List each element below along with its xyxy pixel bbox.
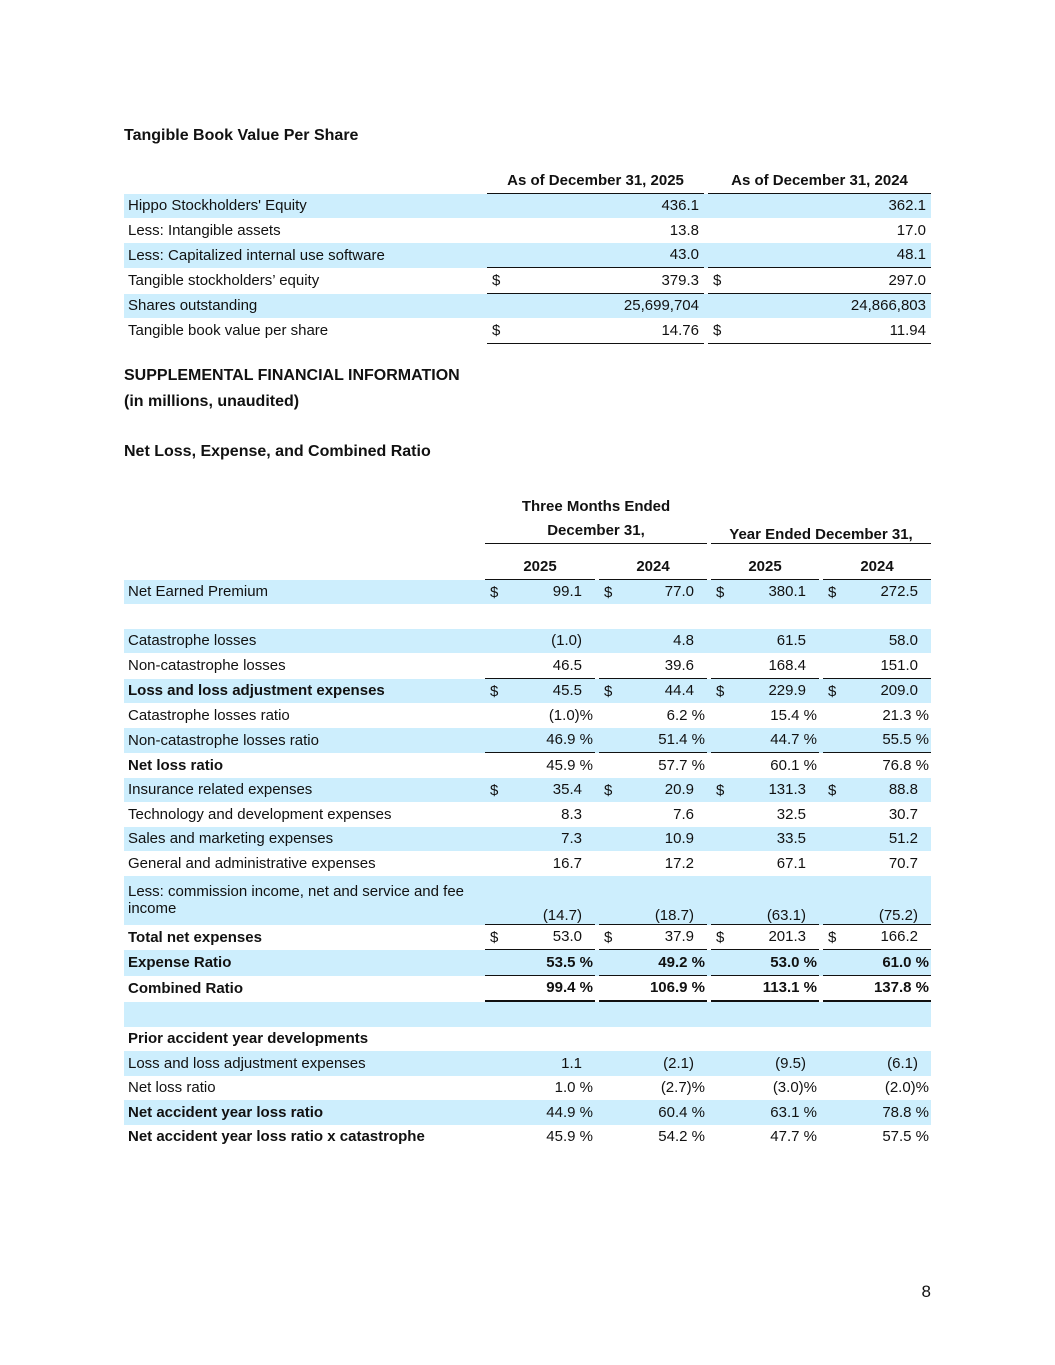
cell-value: 45.5 bbox=[552, 682, 582, 700]
group-header: Year Ended December 31, bbox=[711, 495, 931, 544]
cell-value: (1.0) bbox=[551, 632, 582, 650]
currency-symbol: $ bbox=[716, 583, 725, 601]
value-cell bbox=[823, 604, 931, 629]
cell-value: 7.3 bbox=[561, 830, 582, 848]
cell-value: 61.0 % bbox=[882, 953, 930, 971]
cell-value: 37.9 bbox=[664, 928, 694, 946]
group-header: Three Months Ended December 31, bbox=[485, 495, 707, 544]
row-label: Combined Ratio bbox=[128, 980, 243, 998]
currency-symbol: $ bbox=[490, 928, 499, 946]
cell-value: 362.1 bbox=[888, 197, 926, 215]
cell-value: 78.8 % bbox=[882, 1103, 930, 1121]
cell-value: (75.2) bbox=[878, 906, 919, 924]
value-cell bbox=[485, 753, 595, 778]
table-row bbox=[124, 950, 931, 976]
value-cell bbox=[599, 802, 707, 827]
year-header: 2025 bbox=[485, 554, 595, 580]
cell-value: 99.4 % bbox=[546, 979, 593, 997]
value-cell bbox=[708, 318, 931, 344]
value-cell bbox=[711, 950, 819, 976]
table-row bbox=[124, 976, 931, 1003]
table-row bbox=[124, 925, 931, 951]
currency-symbol: $ bbox=[713, 272, 722, 289]
cell-value: 76.8 % bbox=[882, 756, 930, 774]
value-cell bbox=[708, 294, 931, 319]
cell-value: 24,866,803 bbox=[850, 297, 926, 315]
value-cell bbox=[485, 925, 595, 951]
value-cell bbox=[708, 268, 931, 294]
row-label: Less: commission income, net and service and fee income bbox=[124, 876, 485, 925]
net-loss-table bbox=[124, 495, 931, 1149]
cell-value: 44.4 bbox=[664, 682, 694, 700]
value-cell bbox=[485, 1125, 595, 1150]
value-cell bbox=[599, 851, 707, 876]
cell-value: 53.5 % bbox=[546, 953, 593, 971]
tbv-title: Tangible Book Value Per Share bbox=[124, 127, 359, 144]
row-label: Net accident year loss ratio bbox=[124, 1100, 485, 1125]
cell-value: 14.76 bbox=[661, 321, 699, 339]
supp-subtitle: (in millions, unaudited) bbox=[124, 393, 300, 410]
currency-symbol: $ bbox=[490, 583, 499, 601]
col-header: As of December 31, 2025 bbox=[487, 168, 704, 194]
value-cell bbox=[485, 703, 595, 728]
value-cell bbox=[708, 243, 931, 269]
value-cell bbox=[599, 1051, 707, 1076]
cell-value: 10.9 bbox=[664, 830, 694, 848]
value-cell bbox=[485, 604, 595, 629]
cell-value: 137.8 % bbox=[873, 979, 930, 997]
value-cell bbox=[485, 728, 595, 754]
value-cell bbox=[823, 753, 931, 778]
value-cell bbox=[599, 876, 707, 925]
value-cell bbox=[711, 1100, 819, 1125]
value-cell bbox=[599, 778, 707, 803]
cell-value: (1.0)% bbox=[548, 706, 593, 724]
currency-symbol: $ bbox=[604, 682, 613, 700]
value-cell bbox=[823, 679, 931, 704]
row-label: Loss and loss adjustment expenses bbox=[124, 1051, 485, 1076]
value-cell bbox=[599, 827, 707, 852]
currency-symbol: $ bbox=[828, 583, 837, 601]
value-cell bbox=[711, 679, 819, 704]
cell-value: (2.1) bbox=[663, 1054, 694, 1072]
value-cell bbox=[823, 728, 931, 754]
cell-value: 297.0 bbox=[888, 271, 926, 289]
cell-value: 46.9 % bbox=[546, 731, 593, 749]
row-label: Non-catastrophe losses bbox=[128, 657, 286, 675]
value-cell bbox=[708, 194, 931, 219]
value-cell bbox=[487, 294, 704, 319]
value-cell bbox=[823, 976, 931, 1003]
value-cell bbox=[711, 604, 819, 629]
cell-value: 58.0 bbox=[888, 632, 919, 650]
value-cell bbox=[599, 703, 707, 728]
cell-value: (2.7)% bbox=[660, 1079, 705, 1097]
cell-value: 1.1 bbox=[561, 1054, 582, 1072]
cell-value: 7.6 bbox=[673, 805, 694, 823]
row-label: Net loss ratio bbox=[128, 756, 224, 774]
cell-value: 1.0 % bbox=[554, 1079, 593, 1097]
cell-value: 39.6 bbox=[664, 656, 694, 674]
currency-symbol: $ bbox=[716, 928, 725, 946]
cell-value: 11.94 bbox=[889, 321, 926, 339]
currency-symbol: $ bbox=[492, 322, 501, 339]
cell-value: 17.0 bbox=[896, 221, 926, 239]
row-label bbox=[124, 1002, 485, 1027]
currency-symbol: $ bbox=[828, 928, 837, 946]
value-cell bbox=[711, 778, 819, 803]
row-label: Catastrophe losses ratio bbox=[128, 706, 290, 724]
value-cell bbox=[599, 1002, 707, 1027]
cell-value: 380.1 bbox=[768, 583, 806, 601]
value-cell bbox=[599, 728, 707, 754]
value-cell bbox=[599, 950, 707, 976]
value-cell bbox=[823, 629, 931, 654]
value-cell bbox=[485, 876, 595, 925]
cell-value: 21.3 % bbox=[882, 706, 930, 724]
table-row bbox=[124, 851, 931, 876]
table-row bbox=[124, 876, 931, 925]
cell-value: (18.7) bbox=[654, 906, 694, 924]
cell-value: 272.5 bbox=[880, 583, 919, 601]
value-cell bbox=[823, 1100, 931, 1125]
cell-value: 32.5 bbox=[776, 805, 806, 823]
cell-value: 201.3 bbox=[768, 928, 806, 946]
value-cell bbox=[711, 827, 819, 852]
table-row bbox=[124, 268, 931, 294]
currency-symbol: $ bbox=[492, 272, 501, 289]
value-cell bbox=[599, 679, 707, 704]
table-row bbox=[124, 318, 931, 344]
supp-title: SUPPLEMENTAL FINANCIAL INFORMATION bbox=[124, 367, 460, 384]
cell-value: 51.2 bbox=[888, 830, 919, 848]
table-row bbox=[124, 778, 931, 803]
col-header: As of December 31, 2024 bbox=[708, 168, 931, 194]
cell-value: 45.9 % bbox=[546, 1128, 593, 1146]
cell-value: 25,699,704 bbox=[623, 297, 699, 315]
cell-value: 47.7 % bbox=[770, 1128, 817, 1146]
table-row bbox=[124, 1076, 931, 1101]
row-label: Net Earned Premium bbox=[124, 580, 485, 605]
table-row bbox=[124, 243, 931, 269]
value-cell bbox=[599, 580, 707, 605]
value-cell bbox=[485, 950, 595, 976]
value-cell bbox=[599, 753, 707, 778]
value-cell bbox=[711, 653, 819, 679]
table-row bbox=[124, 703, 931, 728]
value-cell bbox=[823, 580, 931, 605]
value-cell bbox=[599, 1027, 707, 1052]
value-cell bbox=[823, 653, 931, 679]
table-row bbox=[124, 294, 931, 319]
cell-value: 54.2 % bbox=[658, 1128, 705, 1146]
value-cell bbox=[711, 1051, 819, 1076]
cell-value: 6.2 % bbox=[666, 706, 705, 724]
value-cell bbox=[823, 876, 931, 925]
value-cell bbox=[711, 1027, 819, 1052]
value-cell bbox=[711, 851, 819, 876]
currency-symbol: $ bbox=[716, 781, 725, 799]
page-number: 8 bbox=[921, 1282, 931, 1301]
tbv-table bbox=[124, 168, 931, 344]
cell-value: 131.3 bbox=[768, 781, 806, 799]
currency-symbol: $ bbox=[604, 781, 613, 799]
value-cell bbox=[711, 753, 819, 778]
value-cell bbox=[599, 1076, 707, 1101]
value-cell bbox=[485, 580, 595, 605]
cell-value: 33.5 bbox=[776, 830, 806, 848]
value-cell bbox=[599, 925, 707, 951]
value-cell bbox=[823, 1076, 931, 1101]
cell-value: 209.0 bbox=[880, 682, 919, 700]
cell-value: 57.5 % bbox=[882, 1128, 930, 1146]
cell-value: 70.7 bbox=[888, 854, 919, 872]
cell-value: 53.0 bbox=[552, 928, 582, 946]
row-label: Prior accident year developments bbox=[128, 1030, 369, 1048]
cell-value: 229.9 bbox=[768, 682, 806, 700]
value-cell bbox=[487, 318, 704, 344]
value-cell bbox=[599, 604, 707, 629]
value-cell bbox=[823, 925, 931, 951]
value-cell bbox=[823, 827, 931, 852]
value-cell bbox=[823, 802, 931, 827]
cell-value: 151.0 bbox=[880, 656, 919, 674]
value-cell bbox=[599, 1125, 707, 1150]
row-label: Non-catastrophe losses ratio bbox=[124, 728, 485, 754]
value-cell bbox=[823, 1002, 931, 1027]
cell-value: 57.7 % bbox=[658, 756, 705, 774]
value-cell bbox=[487, 194, 704, 219]
cell-value: 77.0 bbox=[664, 583, 694, 601]
table-row bbox=[124, 1002, 931, 1027]
row-label: General and administrative expenses bbox=[128, 854, 376, 872]
cell-value: 55.5 % bbox=[882, 731, 930, 749]
cell-value: 106.9 % bbox=[649, 979, 705, 997]
value-cell bbox=[485, 802, 595, 827]
table-row bbox=[124, 753, 931, 778]
table-row bbox=[124, 1027, 931, 1052]
value-cell bbox=[711, 703, 819, 728]
value-cell bbox=[599, 976, 707, 1003]
value-cell bbox=[485, 976, 595, 1003]
cell-value: 168.4 bbox=[768, 656, 806, 674]
nl-title: Net Loss, Expense, and Combined Ratio bbox=[124, 443, 431, 460]
row-label: Catastrophe losses bbox=[124, 629, 485, 654]
value-cell bbox=[485, 1076, 595, 1101]
value-cell bbox=[823, 950, 931, 976]
value-cell bbox=[599, 629, 707, 654]
row-label: Net accident year loss ratio x catastrophe bbox=[128, 1128, 425, 1146]
value-cell bbox=[823, 1051, 931, 1076]
row-label: Less: Intangible assets bbox=[128, 221, 281, 239]
row-label: Total net expenses bbox=[128, 928, 262, 946]
cell-value: 13.8 bbox=[669, 221, 699, 239]
value-cell bbox=[599, 653, 707, 679]
value-cell bbox=[823, 778, 931, 803]
row-label: Insurance related expenses bbox=[124, 778, 485, 803]
cell-value: (63.1) bbox=[766, 906, 806, 924]
cell-value: 60.4 % bbox=[658, 1103, 705, 1121]
value-cell bbox=[485, 1027, 595, 1052]
cell-value: (14.7) bbox=[542, 906, 582, 924]
table-row bbox=[124, 679, 931, 704]
value-cell bbox=[485, 1051, 595, 1076]
currency-symbol: $ bbox=[828, 682, 837, 700]
value-cell bbox=[487, 218, 704, 243]
value-cell bbox=[711, 1002, 819, 1027]
currency-symbol: $ bbox=[716, 682, 725, 700]
value-cell bbox=[485, 1002, 595, 1027]
value-cell bbox=[711, 580, 819, 605]
row-label: Sales and marketing expenses bbox=[124, 827, 485, 852]
cell-value: 49.2 % bbox=[658, 953, 705, 971]
table-row bbox=[124, 194, 931, 219]
table-row bbox=[124, 802, 931, 827]
cell-value: 60.1 % bbox=[770, 756, 817, 774]
table-row bbox=[124, 1125, 931, 1150]
value-cell bbox=[485, 653, 595, 679]
cell-value: 48.1 bbox=[896, 246, 926, 264]
value-cell bbox=[708, 218, 931, 243]
table-row bbox=[124, 629, 931, 654]
cell-value: 30.7 bbox=[888, 805, 919, 823]
cell-value: 16.7 bbox=[552, 854, 582, 872]
table-row bbox=[124, 1051, 931, 1076]
row-label bbox=[124, 604, 485, 629]
row-label: Hippo Stockholders' Equity bbox=[124, 194, 487, 219]
cell-value: 53.0 % bbox=[770, 953, 817, 971]
cell-value: 4.8 bbox=[673, 632, 694, 650]
cell-value: 166.2 bbox=[880, 928, 919, 946]
cell-value: (3.0)% bbox=[772, 1079, 817, 1097]
cell-value: 8.3 bbox=[561, 805, 582, 823]
table-row bbox=[124, 653, 931, 679]
row-label: Tangible stockholders’ equity bbox=[128, 272, 320, 290]
value-cell bbox=[487, 243, 704, 269]
cell-value: 46.5 bbox=[552, 656, 582, 674]
cell-value: 99.1 bbox=[552, 583, 582, 601]
cell-value: (9.5) bbox=[775, 1054, 806, 1072]
value-cell bbox=[711, 1125, 819, 1150]
currency-symbol: $ bbox=[490, 682, 499, 700]
cell-value: 43.0 bbox=[669, 246, 699, 264]
cell-value: 35.4 bbox=[552, 781, 582, 799]
currency-symbol: $ bbox=[828, 781, 837, 799]
cell-value: 379.3 bbox=[661, 271, 699, 289]
cell-value: 67.1 bbox=[776, 854, 806, 872]
cell-value: 63.1 % bbox=[770, 1103, 817, 1121]
table-row bbox=[124, 580, 931, 605]
value-cell bbox=[485, 827, 595, 852]
cell-value: 17.2 bbox=[664, 854, 694, 872]
value-cell bbox=[823, 851, 931, 876]
cell-value: 44.7 % bbox=[770, 731, 817, 749]
value-cell bbox=[823, 703, 931, 728]
row-label: Tangible book value per share bbox=[128, 322, 329, 340]
value-cell bbox=[711, 876, 819, 925]
value-cell bbox=[823, 1027, 931, 1052]
value-cell bbox=[711, 1076, 819, 1101]
cell-value: 20.9 bbox=[664, 781, 694, 799]
value-cell bbox=[711, 925, 819, 951]
value-cell bbox=[485, 629, 595, 654]
currency-symbol: $ bbox=[713, 322, 722, 339]
row-label: Shares outstanding bbox=[124, 294, 487, 319]
table-row bbox=[124, 218, 931, 243]
value-cell bbox=[485, 778, 595, 803]
cell-value: 44.9 % bbox=[546, 1103, 593, 1121]
cell-value: 113.1 % bbox=[762, 979, 817, 997]
row-label: Net loss ratio bbox=[128, 1079, 216, 1097]
value-cell bbox=[485, 1100, 595, 1125]
value-cell bbox=[711, 728, 819, 754]
row-label: Less: Capitalized internal use software bbox=[124, 243, 487, 269]
value-cell bbox=[711, 976, 819, 1003]
table-row bbox=[124, 604, 931, 629]
value-cell bbox=[711, 629, 819, 654]
cell-value: 436.1 bbox=[661, 197, 699, 215]
row-label: Technology and development expenses bbox=[128, 805, 392, 823]
value-cell bbox=[599, 1100, 707, 1125]
row-label: Expense Ratio bbox=[124, 950, 485, 976]
cell-value: 45.9 % bbox=[546, 756, 593, 774]
year-header: 2024 bbox=[823, 554, 931, 580]
cell-value: 61.5 bbox=[776, 632, 806, 650]
value-cell bbox=[485, 851, 595, 876]
value-cell bbox=[823, 1125, 931, 1150]
table-row bbox=[124, 728, 931, 754]
currency-symbol: $ bbox=[604, 928, 613, 946]
year-header: 2024 bbox=[599, 554, 707, 580]
cell-value: 88.8 bbox=[888, 781, 919, 799]
value-cell bbox=[711, 802, 819, 827]
value-cell bbox=[487, 268, 704, 294]
cell-value: 51.4 % bbox=[658, 731, 705, 749]
value-cell bbox=[485, 679, 595, 704]
cell-value: (6.1) bbox=[887, 1054, 919, 1072]
row-label: Loss and loss adjustment expenses bbox=[124, 679, 485, 704]
table-row bbox=[124, 1100, 931, 1125]
cell-value: (2.0)% bbox=[884, 1079, 930, 1097]
currency-symbol: $ bbox=[604, 583, 613, 601]
year-header: 2025 bbox=[711, 554, 819, 580]
cell-value: 15.4 % bbox=[770, 706, 817, 724]
table-row bbox=[124, 827, 931, 852]
currency-symbol: $ bbox=[490, 781, 499, 799]
